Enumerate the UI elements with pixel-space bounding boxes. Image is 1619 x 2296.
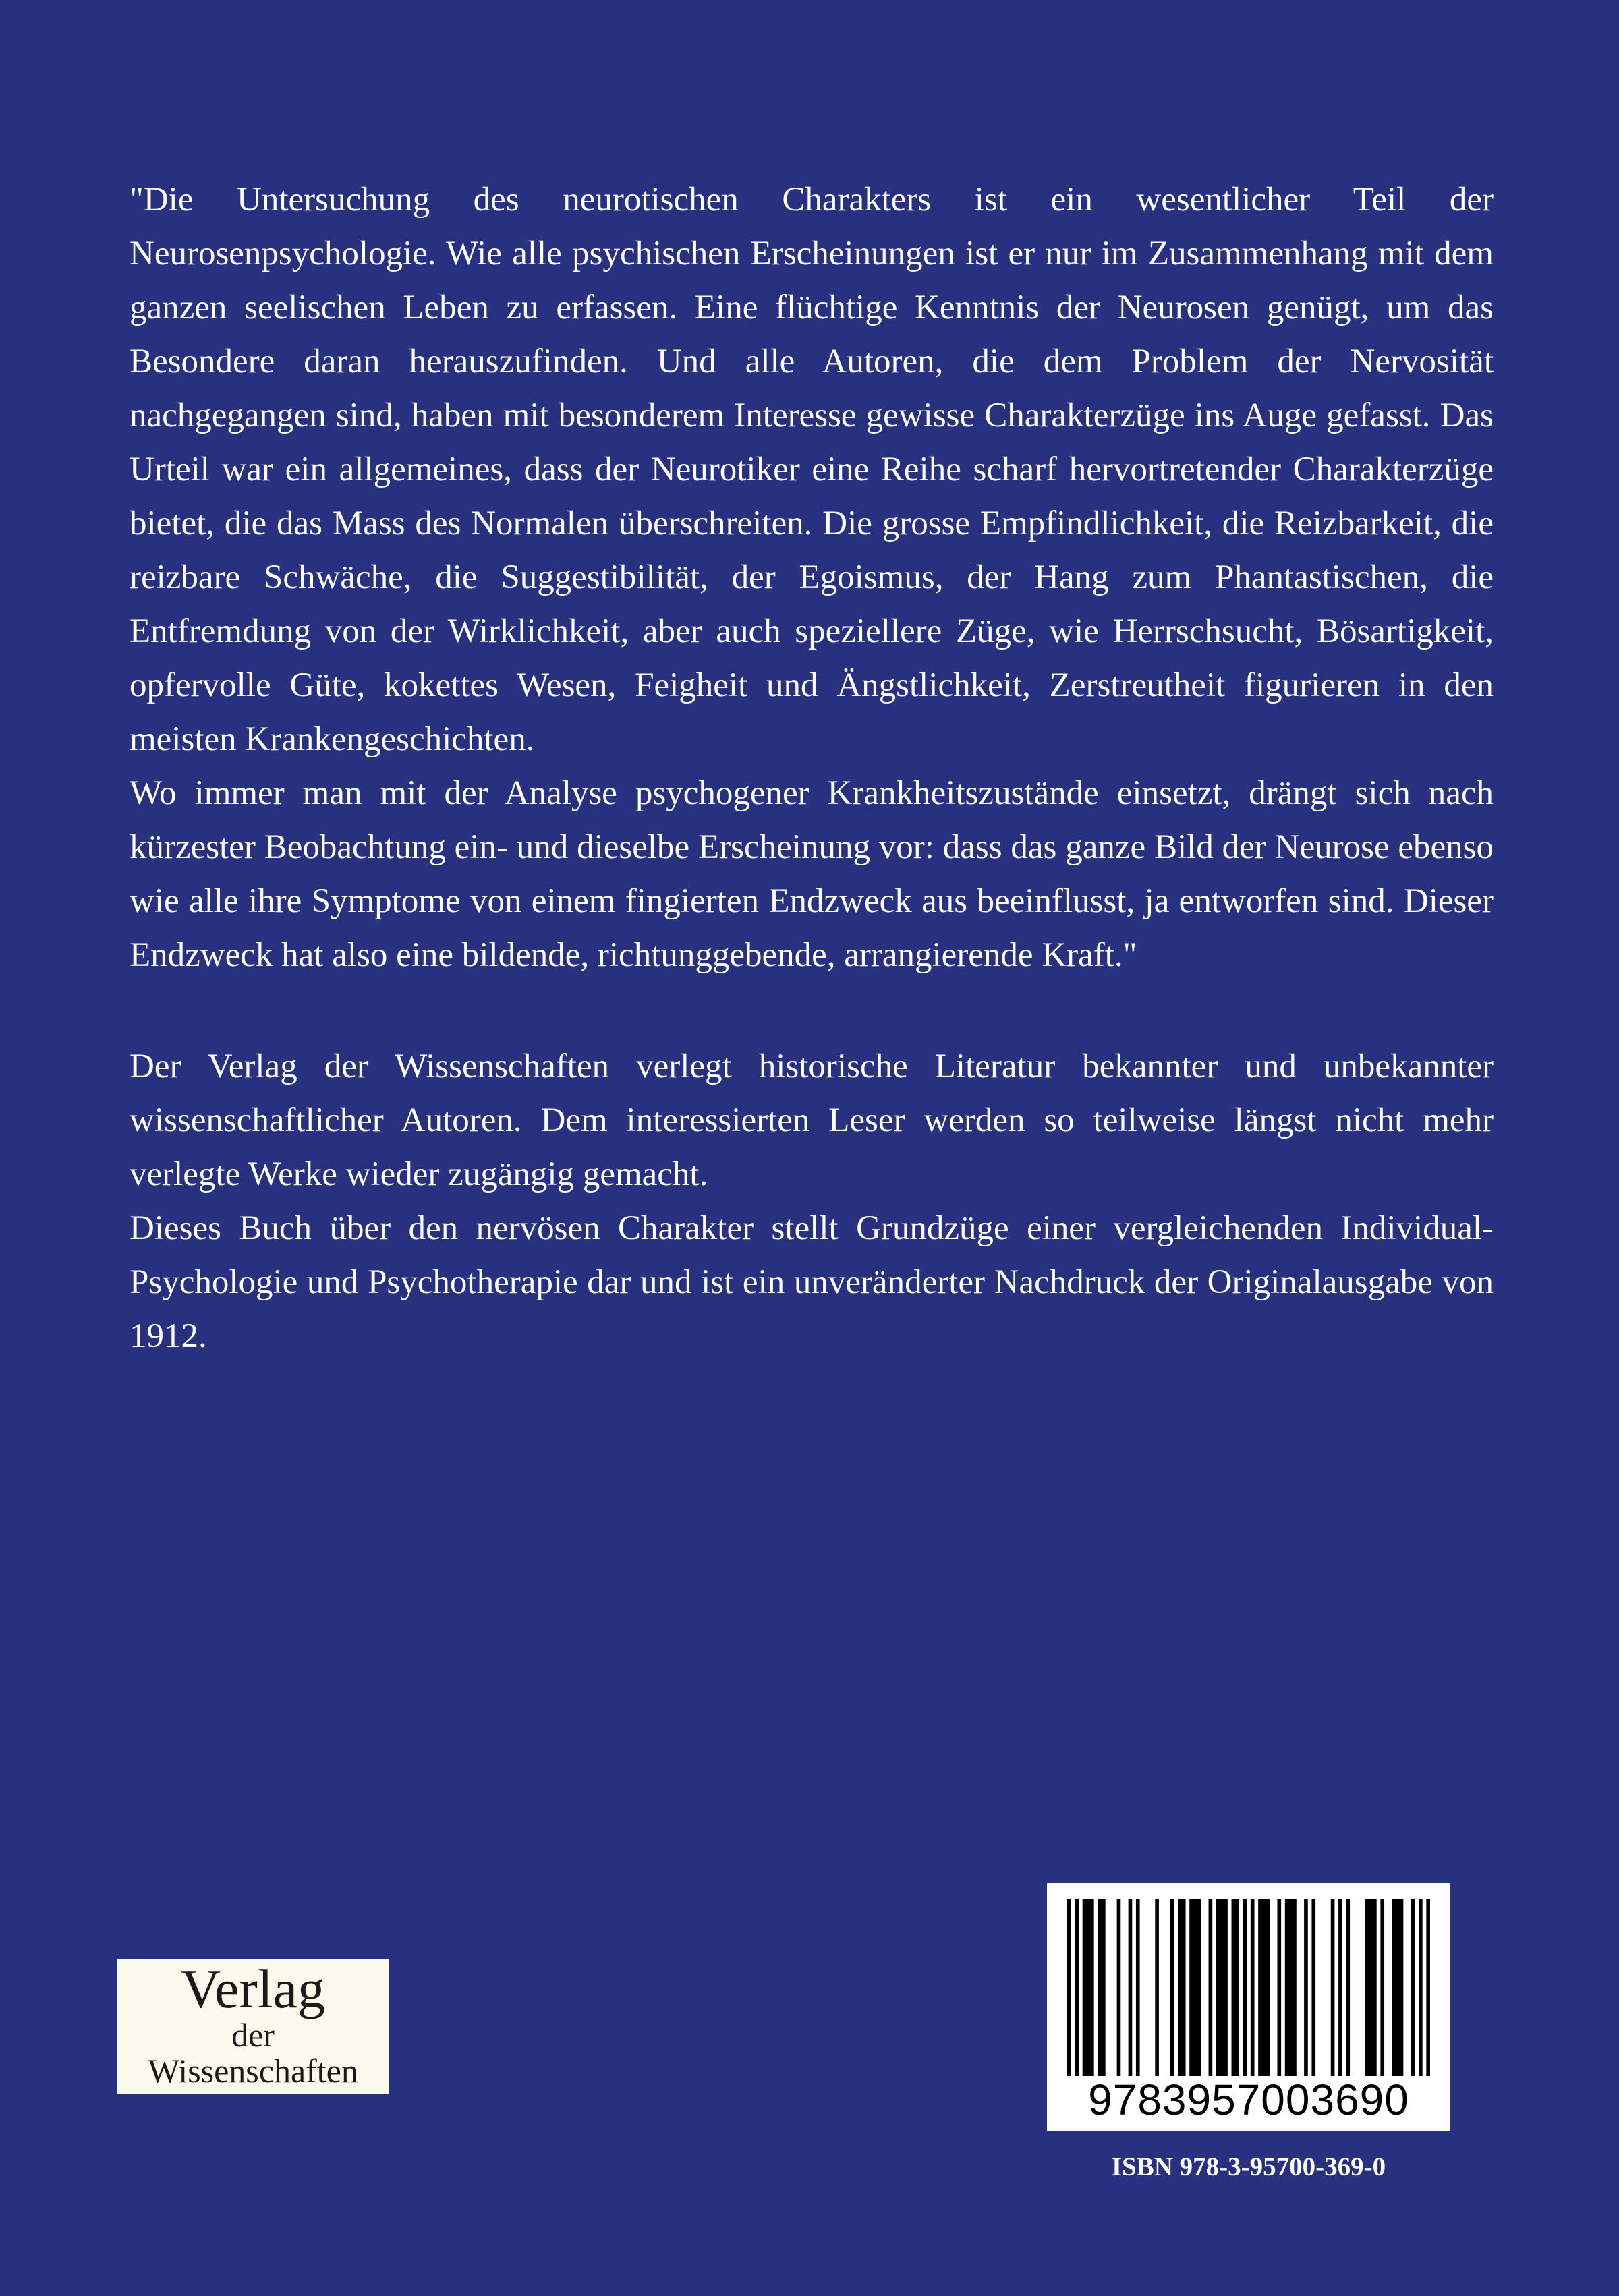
quote-paragraph: "Die Untersuchung des neurotischen Charakters ist ein wesentlicher Teil der Neurosenpsychologie. Wie alle psychischen Erscheinungen ist er nur im Zusammenhang mit dem ganzen seelischen Leben zu erfassen. Eine flüchtige Kenntnis der Neurosen genügt, um das Besondere daran herauszufinden. Und alle Autoren, die dem Problem der Nervosität nachgegangen sind, haben mit besonderem Interesse gewisse Charakterzüge ins Auge gefasst. Das Urteil war ein allgemeines, dass der Neurotiker eine Reihe scharf hervortretender Charakterzüge bietet, die das Mass des Normalen überschreiten. Die grosse Empfindlichkeit, die Reizbarkeit, die reizbare Schwäche, die Suggestibilität, der Egoismus, der Hang zum Phantastischen, die Entfremdung von der Wirklichkeit, aber auch speziellere Züge, wie Herrschsucht, Bösartigkeit, opfervolle Güte, kokettes Wesen, Feigheit und Ängstlichkeit, Zerstreutheit figurieren in den meisten Krankengeschichten. (130, 181, 1494, 758)
barcode-bar (1392, 1899, 1403, 2076)
logo-line-wissenschaften: Wissenschaften (148, 2052, 358, 2090)
barcode-bar (1426, 1899, 1430, 2076)
barcode-bar (1285, 1899, 1297, 2076)
publisher-note-paragraph: Der Verlag der Wissenschaften verlegt historische Literatur bekannter und unbekannter wissenschaftlicher Autoren. Dem interessierten Leser werden so teilweise längst nicht mehr verlegte Werke wieder zugängig gemacht. (130, 1047, 1494, 1193)
barcode-bar (1346, 1899, 1350, 2076)
barcode-bar (1136, 1899, 1140, 2076)
barcode-bar (1380, 1899, 1384, 2076)
barcode-bar (1311, 1899, 1315, 2076)
barcode-digits: 9783957003690 (1088, 2075, 1409, 2124)
barcode-bar (1338, 1899, 1342, 2076)
barcode-bar (1277, 1899, 1281, 2076)
barcode-bar (1189, 1899, 1201, 2076)
publisher-note-block (130, 1039, 1494, 1363)
barcode-bar (1216, 1899, 1228, 2076)
quote-text-block (130, 173, 1494, 982)
logo-line-der: der (231, 2016, 275, 2054)
barcode-bar (1304, 1899, 1308, 2076)
barcode-bar (1155, 1899, 1159, 2076)
quote-paragraph: Wo immer man mit der Analyse psychogener Krankheitszustände einsetzt, drängt sich nach kürzester Beobachtung ein- und dieselbe Erscheinung vor: dass das ganze Bild der Neurose ebenso wie alle ihre Symptome von einem fingierten Endzweck aus beeinflusst, ja entworfen sind. Dieser Endzweck hat also eine bildende, richtunggebende, arrangierende Kraft." (130, 774, 1494, 974)
isbn-label: ISBN 978-3-95700-369-0 (1111, 2152, 1386, 2181)
barcode-bar (1178, 1899, 1185, 2076)
barcode-bar (1129, 1899, 1133, 2076)
publisher-logo (117, 1959, 389, 2094)
barcode-bar (1067, 1899, 1071, 2076)
barcode-bar (1243, 1899, 1247, 2076)
barcode-bar (1098, 1899, 1105, 2076)
barcode-bar (1419, 1899, 1423, 2076)
publisher-note-paragraph: Dieses Buch über den nervösen Charakter stellt Grundzüge einer vergleichenden Individual-Psychologie und Psychotherapie dar und ist ein unveränderter Nachdruck der Originalausgabe von 1912. (130, 1209, 1494, 1355)
barcode-bar (1083, 1899, 1094, 2076)
barcode-bar (1075, 1899, 1079, 2076)
barcode-bar (1365, 1899, 1377, 2076)
barcode-bar (1232, 1899, 1239, 2076)
barcode-bar (1170, 1899, 1174, 2076)
barcode (1047, 1883, 1450, 2131)
barcode-bars (1067, 1899, 1430, 2076)
barcode-bar (1117, 1899, 1121, 2076)
barcode-bar (1331, 1899, 1335, 2076)
barcode-bar (1251, 1899, 1255, 2076)
barcode-bar (1411, 1899, 1415, 2076)
barcode-bar (1209, 1899, 1213, 2076)
barcode-bar (1258, 1899, 1270, 2076)
logo-line-verlag: Verlag (180, 1958, 325, 2019)
